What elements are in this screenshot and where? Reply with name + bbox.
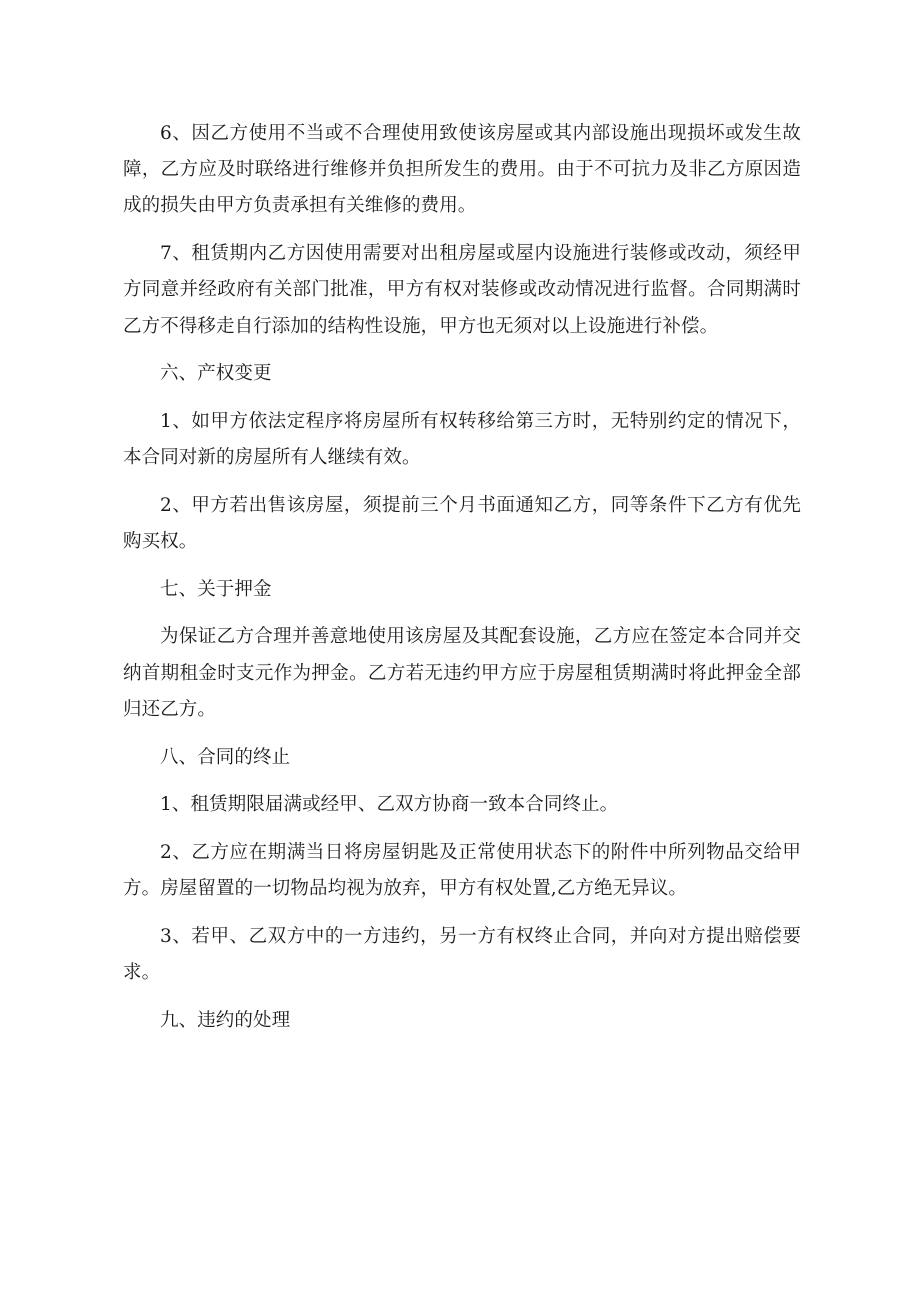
section-heading-breach-handling: 九、违约的处理 xyxy=(160,1009,291,1031)
section-heading-deposit: 七、关于押金 xyxy=(160,578,272,600)
paragraph-deposit-terms: 为保证乙方合理并善意地使用该房屋及其配套设施，乙方应在签定本合同并交纳首期租金时支元作为押金。乙方若无违约甲方应于房屋租赁期满时将此押金全部归还乙方。 xyxy=(123,626,801,720)
paragraph-ownership-transfer: 1、如甲方依法定程序将房屋所有权转移给第三方时，无特别约定的情况下，本合同对新的房屋所有人继续有效。 xyxy=(123,410,801,469)
section-heading-termination: 八、合同的终止 xyxy=(160,746,291,768)
paragraph-breach-termination: 3、若甲、乙双方中的一方违约，另一方有权终止合同，并向对方提出赔偿要求。 xyxy=(123,925,801,984)
paragraph-renovation: 7、租赁期内乙方因使用需要对出租房屋或屋内设施进行装修或改动，须经甲方同意并经政府有关部门批准，甲方有权对装修或改动情况进行监督。合同期满时乙方不得移走自行添加的结构性设施，甲方也无须对以上设施进行补偿。 xyxy=(123,243,801,337)
document-body xyxy=(123,116,801,1039)
paragraph-repair-damage: 6、因乙方使用不当或不合理使用致使该房屋或其内部设施出现损坏或发生故障，乙方应及时联络进行维修并负担所发生的费用。由于不可抗力及非乙方原因造成的损失由甲方负责承担有关维修的费用。 xyxy=(123,123,801,217)
section-heading-property-change: 六、产权变更 xyxy=(160,363,272,385)
paragraph-termination-expiry: 1、租赁期限届满或经甲、乙双方协商一致本合同终止。 xyxy=(160,794,619,816)
paragraph-return-keys: 2、乙方应在期满当日将房屋钥匙及正常使用状态下的附件中所列物品交给甲方。房屋留置的一切物品均视为放弃，甲方有权处置,乙方绝无异议。 xyxy=(123,841,801,900)
paragraph-sale-notice: 2、甲方若出售该房屋，须提前三个月书面通知乙方，同等条件下乙方有优先购买权。 xyxy=(123,494,801,553)
